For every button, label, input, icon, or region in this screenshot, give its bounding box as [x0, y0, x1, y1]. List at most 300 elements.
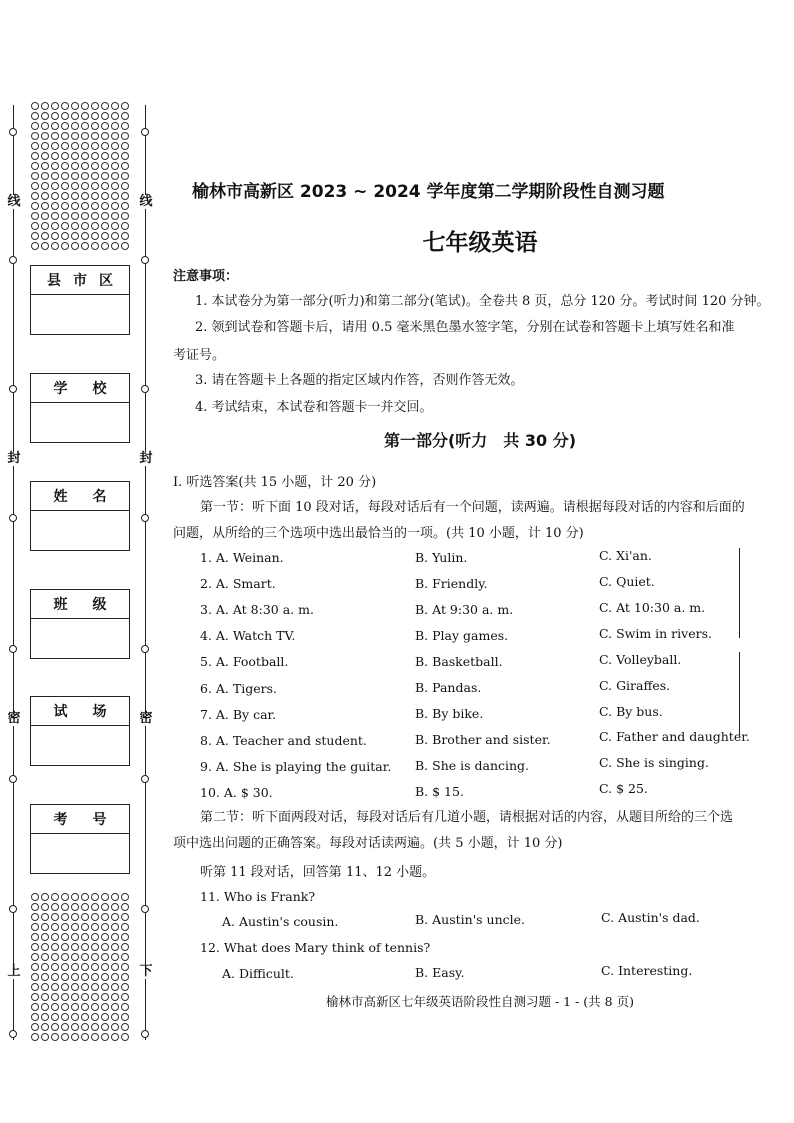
perforation-dot	[51, 953, 59, 961]
perforation-dot	[31, 973, 39, 981]
perforation-dot	[61, 983, 69, 991]
perforation-dot	[41, 192, 49, 200]
perforation-dot	[31, 202, 39, 210]
class-box[interactable]: 班 级	[30, 589, 130, 659]
perforation-dot	[91, 212, 99, 220]
perforation-dot	[101, 943, 109, 951]
perforation-dot	[41, 172, 49, 180]
perforation-dot	[51, 973, 59, 981]
perforation-dot	[41, 983, 49, 991]
perforation-dot	[111, 953, 119, 961]
perforation-dot	[71, 202, 79, 210]
exam-title: 榆林市高新区 2023 ~ 2024 学年度第二学期阶段性自测习题	[192, 182, 665, 202]
perforation-dot	[111, 1023, 119, 1031]
perforation-dot	[121, 1023, 129, 1031]
perforation-dot	[71, 102, 79, 110]
perforation-dot	[81, 182, 89, 190]
option-b: B. She is dancing.	[415, 758, 530, 773]
perforation-dot	[71, 212, 79, 220]
perforation-dot	[71, 162, 79, 170]
perforation-dot	[41, 903, 49, 911]
perforation-dot	[101, 122, 109, 130]
option-a: 3. A. At 8:30 a. m.	[200, 602, 314, 617]
perforation-dot	[71, 132, 79, 140]
perforation-dot	[71, 1013, 79, 1021]
perforation-dot	[31, 112, 39, 120]
perforation-dot	[31, 132, 39, 140]
perforation-dot	[31, 152, 39, 160]
perforation-dot	[101, 192, 109, 200]
option-c: C. Austin's dad.	[601, 910, 700, 925]
perforation-dot	[61, 172, 69, 180]
perforation-dot	[51, 152, 59, 160]
perforation-dot	[51, 893, 59, 901]
perforation-dot	[31, 182, 39, 190]
perforation-dot	[101, 923, 109, 931]
perforation-dot	[51, 202, 59, 210]
perforation-dot	[81, 1033, 89, 1041]
option-c: C. Swim in rivers.	[599, 626, 712, 641]
perforation-dot	[121, 983, 129, 991]
option-c: C. Giraffes.	[599, 678, 671, 693]
perforation-dot	[41, 182, 49, 190]
option-c: C. She is singing.	[599, 755, 709, 770]
perforation-dot	[71, 983, 79, 991]
perforation-dot	[111, 112, 119, 120]
perforation-dot	[121, 192, 129, 200]
perforation-dot	[91, 132, 99, 140]
perforation-dot	[31, 923, 39, 931]
option-c: C. Quiet.	[599, 574, 655, 589]
perforation-dot	[71, 903, 79, 911]
perforation-dot	[31, 162, 39, 170]
perforation-dot	[121, 202, 129, 210]
perforation-dot	[121, 102, 129, 110]
perforation-dot	[41, 973, 49, 981]
perforation-dot	[81, 192, 89, 200]
perforation-dot	[61, 202, 69, 210]
perforation-dot	[61, 893, 69, 901]
perforation-dot	[101, 162, 109, 170]
perforation-dot	[111, 973, 119, 981]
perforation-dot	[111, 923, 119, 931]
perforation-dot	[81, 933, 89, 941]
perforation-dot	[71, 933, 79, 941]
perforation-dot	[41, 212, 49, 220]
perforation-dot	[101, 102, 109, 110]
perforation-dot	[71, 893, 79, 901]
perforation-dot	[81, 943, 89, 951]
perforation-dot	[41, 112, 49, 120]
perforation-dot	[41, 893, 49, 901]
perforation-dot	[101, 893, 109, 901]
page-footer: 榆林市高新区七年级英语阶段性自测习题 - 1 - (共 8 页)	[326, 994, 634, 1009]
perforation-dot	[101, 953, 109, 961]
school-box[interactable]: 学 校	[30, 373, 130, 443]
perforation-dot	[91, 122, 99, 130]
seal-label-right: 密	[139, 711, 153, 726]
perforation-dot	[91, 903, 99, 911]
perforation-dot	[41, 132, 49, 140]
perforation-dot	[31, 963, 39, 971]
perforation-dot	[41, 162, 49, 170]
seal-label-left: 线	[7, 194, 21, 209]
perforation-dot	[81, 983, 89, 991]
perforation-dot	[51, 122, 59, 130]
perforation-dot	[91, 162, 99, 170]
section-heading: Ⅰ. 听选答案(共 15 小题，计 20 分)	[173, 475, 377, 490]
perforation-dot	[31, 102, 39, 110]
perforation-dot	[121, 973, 129, 981]
notes-heading: 注意事项：	[173, 269, 239, 284]
option-a: 8. A. Teacher and student.	[200, 733, 367, 748]
perforation-dot	[111, 122, 119, 130]
perforation-dot	[71, 192, 79, 200]
perforation-dots-bottom	[31, 893, 131, 1043]
perforation-dot	[101, 1013, 109, 1021]
perforation-dot	[91, 142, 99, 150]
perforation-dot	[61, 973, 69, 981]
perforation-dot	[111, 192, 119, 200]
option-b: B. Brother and sister.	[415, 732, 551, 747]
perforation-dot	[41, 933, 49, 941]
ring-icon	[141, 128, 149, 136]
dialog-instruction: 听第 11 段对话，回答第 11、12 小题。	[200, 865, 436, 880]
option-c: C. Father and daughter.	[599, 729, 750, 744]
perforation-dot	[51, 983, 59, 991]
perforation-dot	[31, 212, 39, 220]
perforation-dot	[71, 172, 79, 180]
perforation-dot	[51, 963, 59, 971]
perforation-dot	[41, 913, 49, 921]
perforation-dot	[101, 973, 109, 981]
perforation-dot	[81, 132, 89, 140]
option-b: B. $ 15.	[415, 784, 464, 799]
perforation-dot	[121, 142, 129, 150]
perforation-dot	[91, 963, 99, 971]
perforation-dot	[51, 162, 59, 170]
perforation-dot	[61, 142, 69, 150]
perforation-dot	[121, 132, 129, 140]
perforation-dot	[61, 1023, 69, 1031]
perforation-dot	[101, 132, 109, 140]
part1-title: 第一部分(听力 共 30 分)	[383, 431, 577, 450]
perforation-dot	[81, 953, 89, 961]
perforation-dot	[71, 182, 79, 190]
scan-mark	[739, 548, 740, 638]
perforation-dot	[121, 182, 129, 190]
exam-room-box[interactable]: 试 场	[30, 696, 130, 766]
option-b: B. By bike.	[415, 706, 484, 721]
option-a: 9. A. She is playing the guitar.	[200, 759, 392, 774]
seal-label-right: 封	[139, 451, 153, 466]
option-b: B. Friendly.	[415, 576, 488, 591]
perforation-dot	[91, 953, 99, 961]
exam-subtitle: 七年级英语	[422, 230, 538, 256]
perforation-dot	[111, 903, 119, 911]
scan-mark	[739, 652, 740, 737]
ring-icon	[9, 775, 17, 783]
perforation-dot	[111, 142, 119, 150]
perforation-dot	[71, 1023, 79, 1031]
perforation-dot	[91, 893, 99, 901]
perforation-dot	[51, 212, 59, 220]
option-b: B. At 9:30 a. m.	[415, 602, 514, 617]
perforation-dot	[111, 1013, 119, 1021]
perforation-dot	[51, 142, 59, 150]
perforation-dot	[81, 903, 89, 911]
perforation-dot	[111, 182, 119, 190]
perforation-dot	[101, 933, 109, 941]
perforation-dot	[121, 1013, 129, 1021]
perforation-dot	[31, 122, 39, 130]
perforation-dot	[101, 142, 109, 150]
perforation-dot	[111, 913, 119, 921]
perforation-dot	[31, 943, 39, 951]
perforation-dot	[51, 112, 59, 120]
perforation-dot	[91, 202, 99, 210]
perforation-dot	[61, 212, 69, 220]
perforation-dot	[61, 182, 69, 190]
perforation-dot	[31, 933, 39, 941]
perforation-dot	[101, 112, 109, 120]
ring-icon	[141, 905, 149, 913]
perforation-dot	[31, 192, 39, 200]
ring-icon	[9, 645, 17, 653]
perforation-dot	[111, 212, 119, 220]
perforation-dot	[101, 172, 109, 180]
ring-icon	[141, 385, 149, 393]
county-box[interactable]: 县 市 区	[30, 265, 130, 335]
perforation-dot	[51, 102, 59, 110]
perforation-dot	[81, 152, 89, 160]
perforation-dot	[121, 953, 129, 961]
option-b: B. Austin's uncle.	[415, 912, 525, 927]
ring-icon	[141, 1030, 149, 1038]
perforation-dot	[91, 983, 99, 991]
perforation-dot	[91, 152, 99, 160]
perforation-dot	[81, 973, 89, 981]
perforation-dot	[91, 112, 99, 120]
perforation-dot	[101, 963, 109, 971]
perforation-dot	[31, 1033, 39, 1041]
perforation-dot	[71, 923, 79, 931]
perforation-dot	[91, 973, 99, 981]
perforation-dot	[31, 913, 39, 921]
perforation-dot	[81, 212, 89, 220]
perforation-dot	[61, 933, 69, 941]
section1-intro: 问题，从所给的三个选项中选出最恰当的一项。(共 10 小题，计 10 分)	[173, 526, 584, 541]
perforation-dot	[81, 893, 89, 901]
perforation-dot	[71, 122, 79, 130]
perforation-dot	[101, 202, 109, 210]
ring-icon	[141, 775, 149, 783]
perforation-dot	[111, 102, 119, 110]
perforation-dot	[51, 182, 59, 190]
perforation-dot	[51, 933, 59, 941]
perforation-dot	[31, 953, 39, 961]
question-stem: 11. Who is Frank?	[200, 889, 316, 904]
option-a: A. Difficult.	[222, 966, 294, 981]
notes-item: 3. 请在答题卡上各题的指定区域内作答，否则作答无效。	[195, 373, 524, 388]
perforation-dot	[71, 943, 79, 951]
perforation-dot	[111, 943, 119, 951]
option-c: C. Interesting.	[601, 963, 693, 978]
perforation-dot	[91, 1013, 99, 1021]
perforation-dot	[111, 1033, 119, 1041]
perforation-dot	[81, 142, 89, 150]
perforation-dot	[51, 913, 59, 921]
ring-icon	[9, 128, 17, 136]
perforation-dot	[61, 112, 69, 120]
perforation-dot	[61, 953, 69, 961]
perforation-dot	[81, 913, 89, 921]
perforation-dot	[41, 202, 49, 210]
perforation-dot	[91, 102, 99, 110]
perforation-dot	[51, 132, 59, 140]
perforation-dot	[71, 973, 79, 981]
notes-item: 2. 领到试卷和答题卡后，请用 0.5 毫米黑色墨水签字笔，分别在试卷和答题卡上填写姓名和准	[195, 320, 735, 335]
perforation-dot	[71, 953, 79, 961]
option-c: C. Volleyball.	[599, 652, 682, 667]
perforation-dot	[111, 172, 119, 180]
perforation-dot	[81, 162, 89, 170]
perforation-dot	[31, 903, 39, 911]
perforation-dot	[61, 903, 69, 911]
perforation-dot	[101, 913, 109, 921]
perforation-dot	[61, 963, 69, 971]
perforation-dot	[101, 1033, 109, 1041]
perforation-dot	[81, 172, 89, 180]
perforation-dot	[71, 152, 79, 160]
option-a: 1. A. Weinan.	[200, 550, 284, 565]
perforation-dot	[51, 172, 59, 180]
perforation-dot	[111, 152, 119, 160]
perforation-dot	[121, 913, 129, 921]
perforation-dot	[41, 1013, 49, 1021]
perforation-dot	[91, 923, 99, 931]
section2-intro: 第二节：听下面两段对话，每段对话后有几道小题，请根据对话的内容，从题目所给的三个选	[200, 810, 734, 825]
ring-icon	[9, 385, 17, 393]
perforation-dot	[61, 192, 69, 200]
perforation-dot	[51, 1033, 59, 1041]
perforation-dot	[51, 943, 59, 951]
perforation-dot	[121, 903, 129, 911]
perforation-dot	[121, 963, 129, 971]
perforation-dot	[121, 933, 129, 941]
seal-label-right: 下	[139, 964, 153, 979]
perforation-dot	[111, 963, 119, 971]
perforation-dot	[41, 953, 49, 961]
perforation-dot	[101, 212, 109, 220]
perforation-dot	[71, 1033, 79, 1041]
perforation-dot	[41, 122, 49, 130]
option-a: 5. A. Football.	[200, 654, 289, 669]
seal-label-left: 封	[7, 451, 21, 466]
perforation-dot	[81, 963, 89, 971]
notes-item: 1. 本试卷分为第一部分(听力)和第二部分(笔试)。全卷共 8 页，总分 120 分。考试时间 120 分钟。	[195, 294, 770, 309]
perforation-dot	[31, 1013, 39, 1021]
perforation-dot	[121, 212, 129, 220]
perforation-dot	[121, 1033, 129, 1041]
perforation-dot	[51, 923, 59, 931]
perforation-dot	[61, 102, 69, 110]
perforation-dot	[81, 112, 89, 120]
perforation-dot	[61, 132, 69, 140]
perforation-dot	[81, 1013, 89, 1021]
perforation-dot	[81, 202, 89, 210]
perforation-dot	[51, 1013, 59, 1021]
seal-label-left: 上	[7, 964, 21, 979]
option-a: 2. A. Smart.	[200, 576, 276, 591]
perforation-dot	[61, 122, 69, 130]
option-b: B. Basketball.	[415, 654, 503, 669]
perforation-dot	[41, 923, 49, 931]
perforation-dot	[111, 933, 119, 941]
perforation-dot	[121, 172, 129, 180]
perforation-dot	[51, 903, 59, 911]
ring-icon	[9, 1030, 17, 1038]
perforation-dot	[91, 933, 99, 941]
perforation-dot	[101, 983, 109, 991]
perforation-dot	[121, 923, 129, 931]
perforation-dot	[61, 943, 69, 951]
option-c: C. Xi'an.	[599, 548, 652, 563]
option-c: C. $ 25.	[599, 781, 648, 796]
notes-item: 4. 考试结束，本试卷和答题卡一并交回。	[195, 400, 433, 415]
perforation-dot	[81, 1023, 89, 1031]
option-a: 6. A. Tigers.	[200, 681, 277, 696]
perforation-dot	[31, 893, 39, 901]
perforation-dot	[91, 1033, 99, 1041]
perforation-dot	[41, 1023, 49, 1031]
perforation-dot	[91, 192, 99, 200]
perforation-dot	[121, 162, 129, 170]
perforation-dot	[71, 913, 79, 921]
ring-icon	[9, 905, 17, 913]
perforation-dot	[61, 913, 69, 921]
perforation-dot	[71, 112, 79, 120]
option-b: B. Yulin.	[415, 550, 468, 565]
perforation-dot	[41, 102, 49, 110]
notes-item: 考证号。	[173, 348, 226, 363]
perforation-dot	[121, 943, 129, 951]
perforation-dot	[91, 913, 99, 921]
name-box[interactable]: 姓 名	[30, 481, 130, 551]
perforation-dot	[91, 1023, 99, 1031]
perforation-dot	[31, 172, 39, 180]
perforation-dot	[61, 1013, 69, 1021]
perforation-dot	[41, 152, 49, 160]
perforation-dot	[91, 182, 99, 190]
section2-intro: 项中选出问题的正确答案。每段对话读两遍。(共 5 小题，计 10 分)	[173, 836, 563, 851]
perforation-dot	[51, 1023, 59, 1031]
perforation-dot	[61, 923, 69, 931]
perforation-dot	[91, 172, 99, 180]
option-a: A. Austin's cousin.	[222, 914, 339, 929]
perforation-dot	[81, 102, 89, 110]
perforation-dot	[31, 983, 39, 991]
perforation-dot	[41, 963, 49, 971]
option-a: 4. A. Watch TV.	[200, 628, 296, 643]
exam-number-box[interactable]: 考 号	[30, 804, 130, 874]
perforation-dot	[101, 152, 109, 160]
option-a: 7. A. By car.	[200, 707, 277, 722]
option-a: 10. A. $ 30.	[200, 785, 273, 800]
perforation-dot	[121, 893, 129, 901]
ring-icon	[9, 256, 17, 264]
perforation-dot	[61, 152, 69, 160]
